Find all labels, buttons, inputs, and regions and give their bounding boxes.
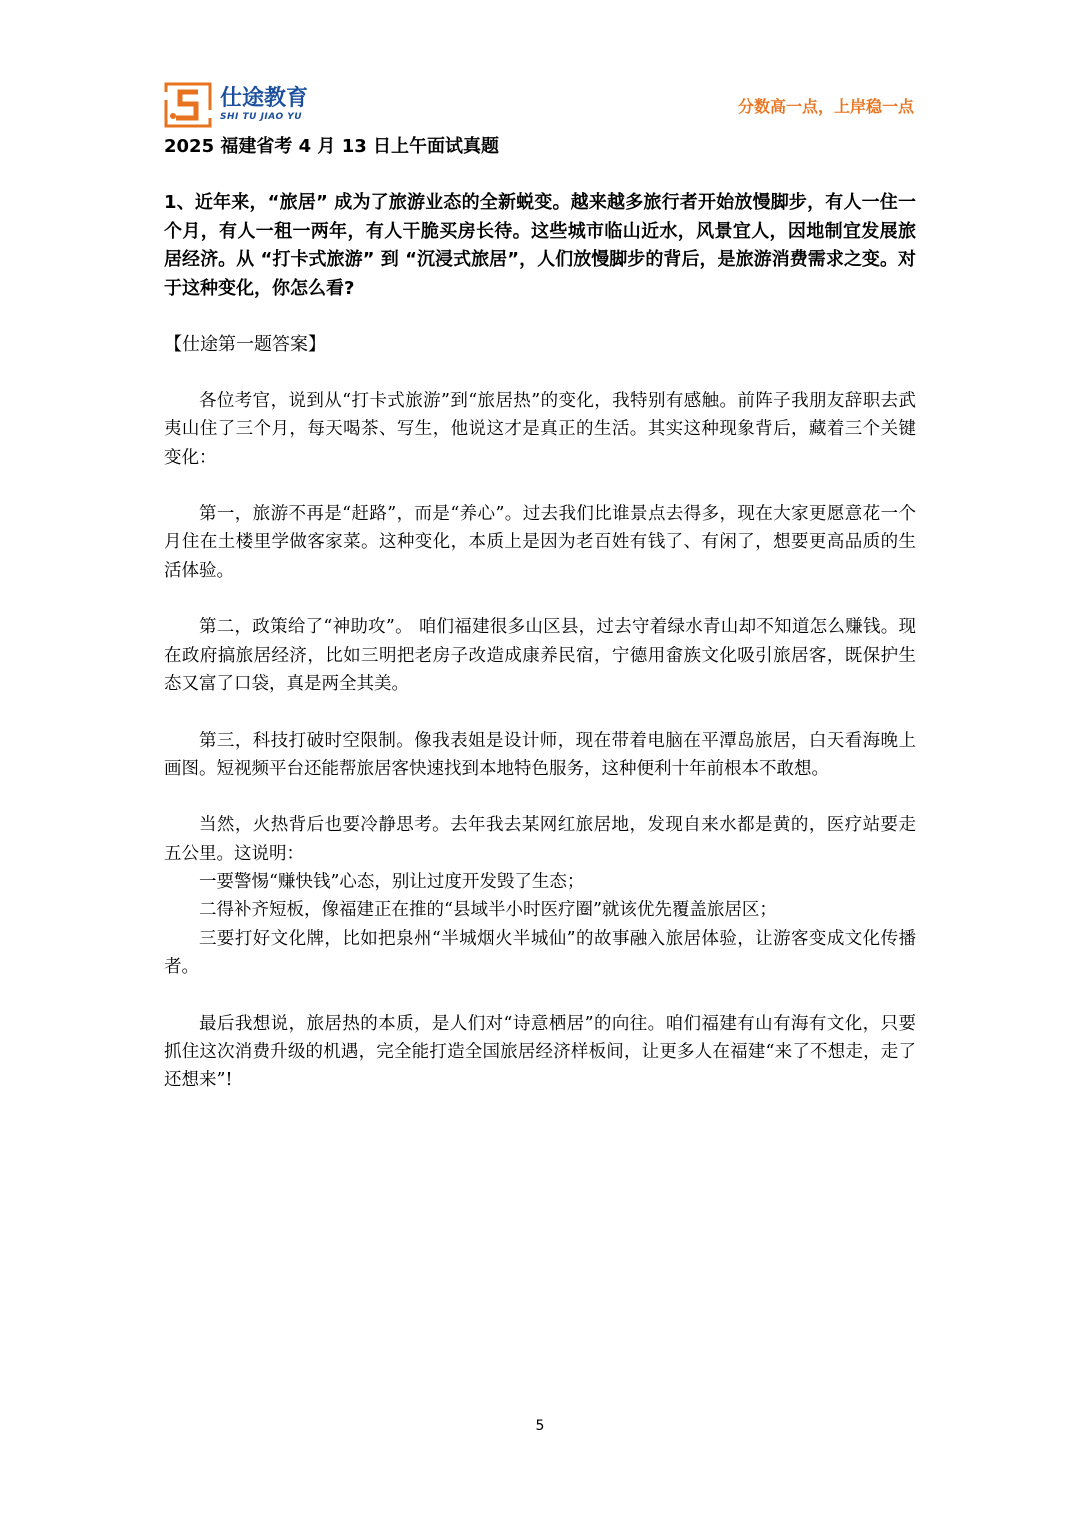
- paragraph-intro: 各位考官，说到从“打卡式旅游”到“旅居热”的变化，我特别有感触。前阵子我朋友辞职去武夷山住了三个月，每天喝茶、写生，他说这才是真正的生活。其实这种现象背后，藏着三个关键变化：: [164, 391, 916, 468]
- logo: [164, 80, 308, 130]
- paragraph-conclusion: 最后我想说，旅居热的本质，是人们对“诗意栖居”的向往。咱们福建有山有海有文化，只要抓住这次消费升级的机遇，完全能打造全国旅居经济样板间，让更多人在福建“来了不想走，走了还想来”!: [164, 1013, 916, 1091]
- page-header: [164, 80, 916, 130]
- logo-s-icon: [164, 82, 212, 128]
- page-number: 5: [535, 1418, 545, 1434]
- paragraph-second-point: 第二，政策给了“神助攻”。 咱们福建很多山区县，过去守着绿水青山却不知道怎么赚钱。现在政府搞旅居经济，比如三明把老房子改造成康养民宿，宁德用畲族文化吸引旅居客，既保护生态又富了口袋，真是两全其美。: [164, 617, 916, 694]
- question-text: 1、近年来，“旅居” 成为了旅游业态的全新蜕变。越来越多旅行者开始放慢脚步，有人一住一个月，有人一租一两年，有人干脆买房长待。这些城市临山近水，风景宜人，因地制宜发展旅居经济。从 “打卡式旅游” 到 “沉浸式旅居”，人们放慢脚步的背后，是旅游消费需求之变。对于这种变化，你怎么看?: [164, 192, 916, 299]
- paragraph-reflection: 当然，火热背后也要冷静思考。去年我去某网红旅居地，发现自来水都是黄的，医疗站要走五公里。这说明：: [164, 815, 916, 864]
- paragraph-first-point: 第一，旅游不再是“赶路”，而是“养心”。过去我们比谁景点去得多，现在大家更愿意花一个月住在土楼里学做客家菜。这种变化，本质上是因为老百姓有钱了、有闲了，想要更高品质的生活体验。: [164, 504, 916, 581]
- answer-label: 【仕途第一题答案】: [164, 334, 326, 355]
- logo-chinese-name: 仕途教育: [220, 86, 309, 111]
- paragraph-suggestion-2: 二得补齐短板，像福建正在推的“县域半小时医疗圈”就该优先覆盖旅居区；: [199, 900, 777, 921]
- logo-pinyin-name: SHI TU JIAO YU: [220, 112, 303, 122]
- paragraph-third-point: 第三，科技打破时空限制。像我表姐是设计师，现在带着电脑在平潭岛旅居，白天看海晚上画图。短视频平台还能帮旅居客快速找到本地特色服务，这种便利十年前根本不敢想。: [164, 730, 916, 779]
- slogan: 分数高一点，上岸稳一点: [737, 97, 914, 116]
- paragraph-suggestion-3: 三要打好文化牌，比如把泉州“半城烟火半城仙”的故事融入旅居体验，让游客变成文化传播者。: [164, 928, 916, 977]
- answer-body: [164, 387, 916, 1094]
- document-title: 2025 福建省考 4 月 13 日上午面试真题: [164, 136, 500, 157]
- paragraph-suggestion-1: 一要警惕“赚快钱”心态，别让过度开发毁了生态；: [199, 872, 585, 893]
